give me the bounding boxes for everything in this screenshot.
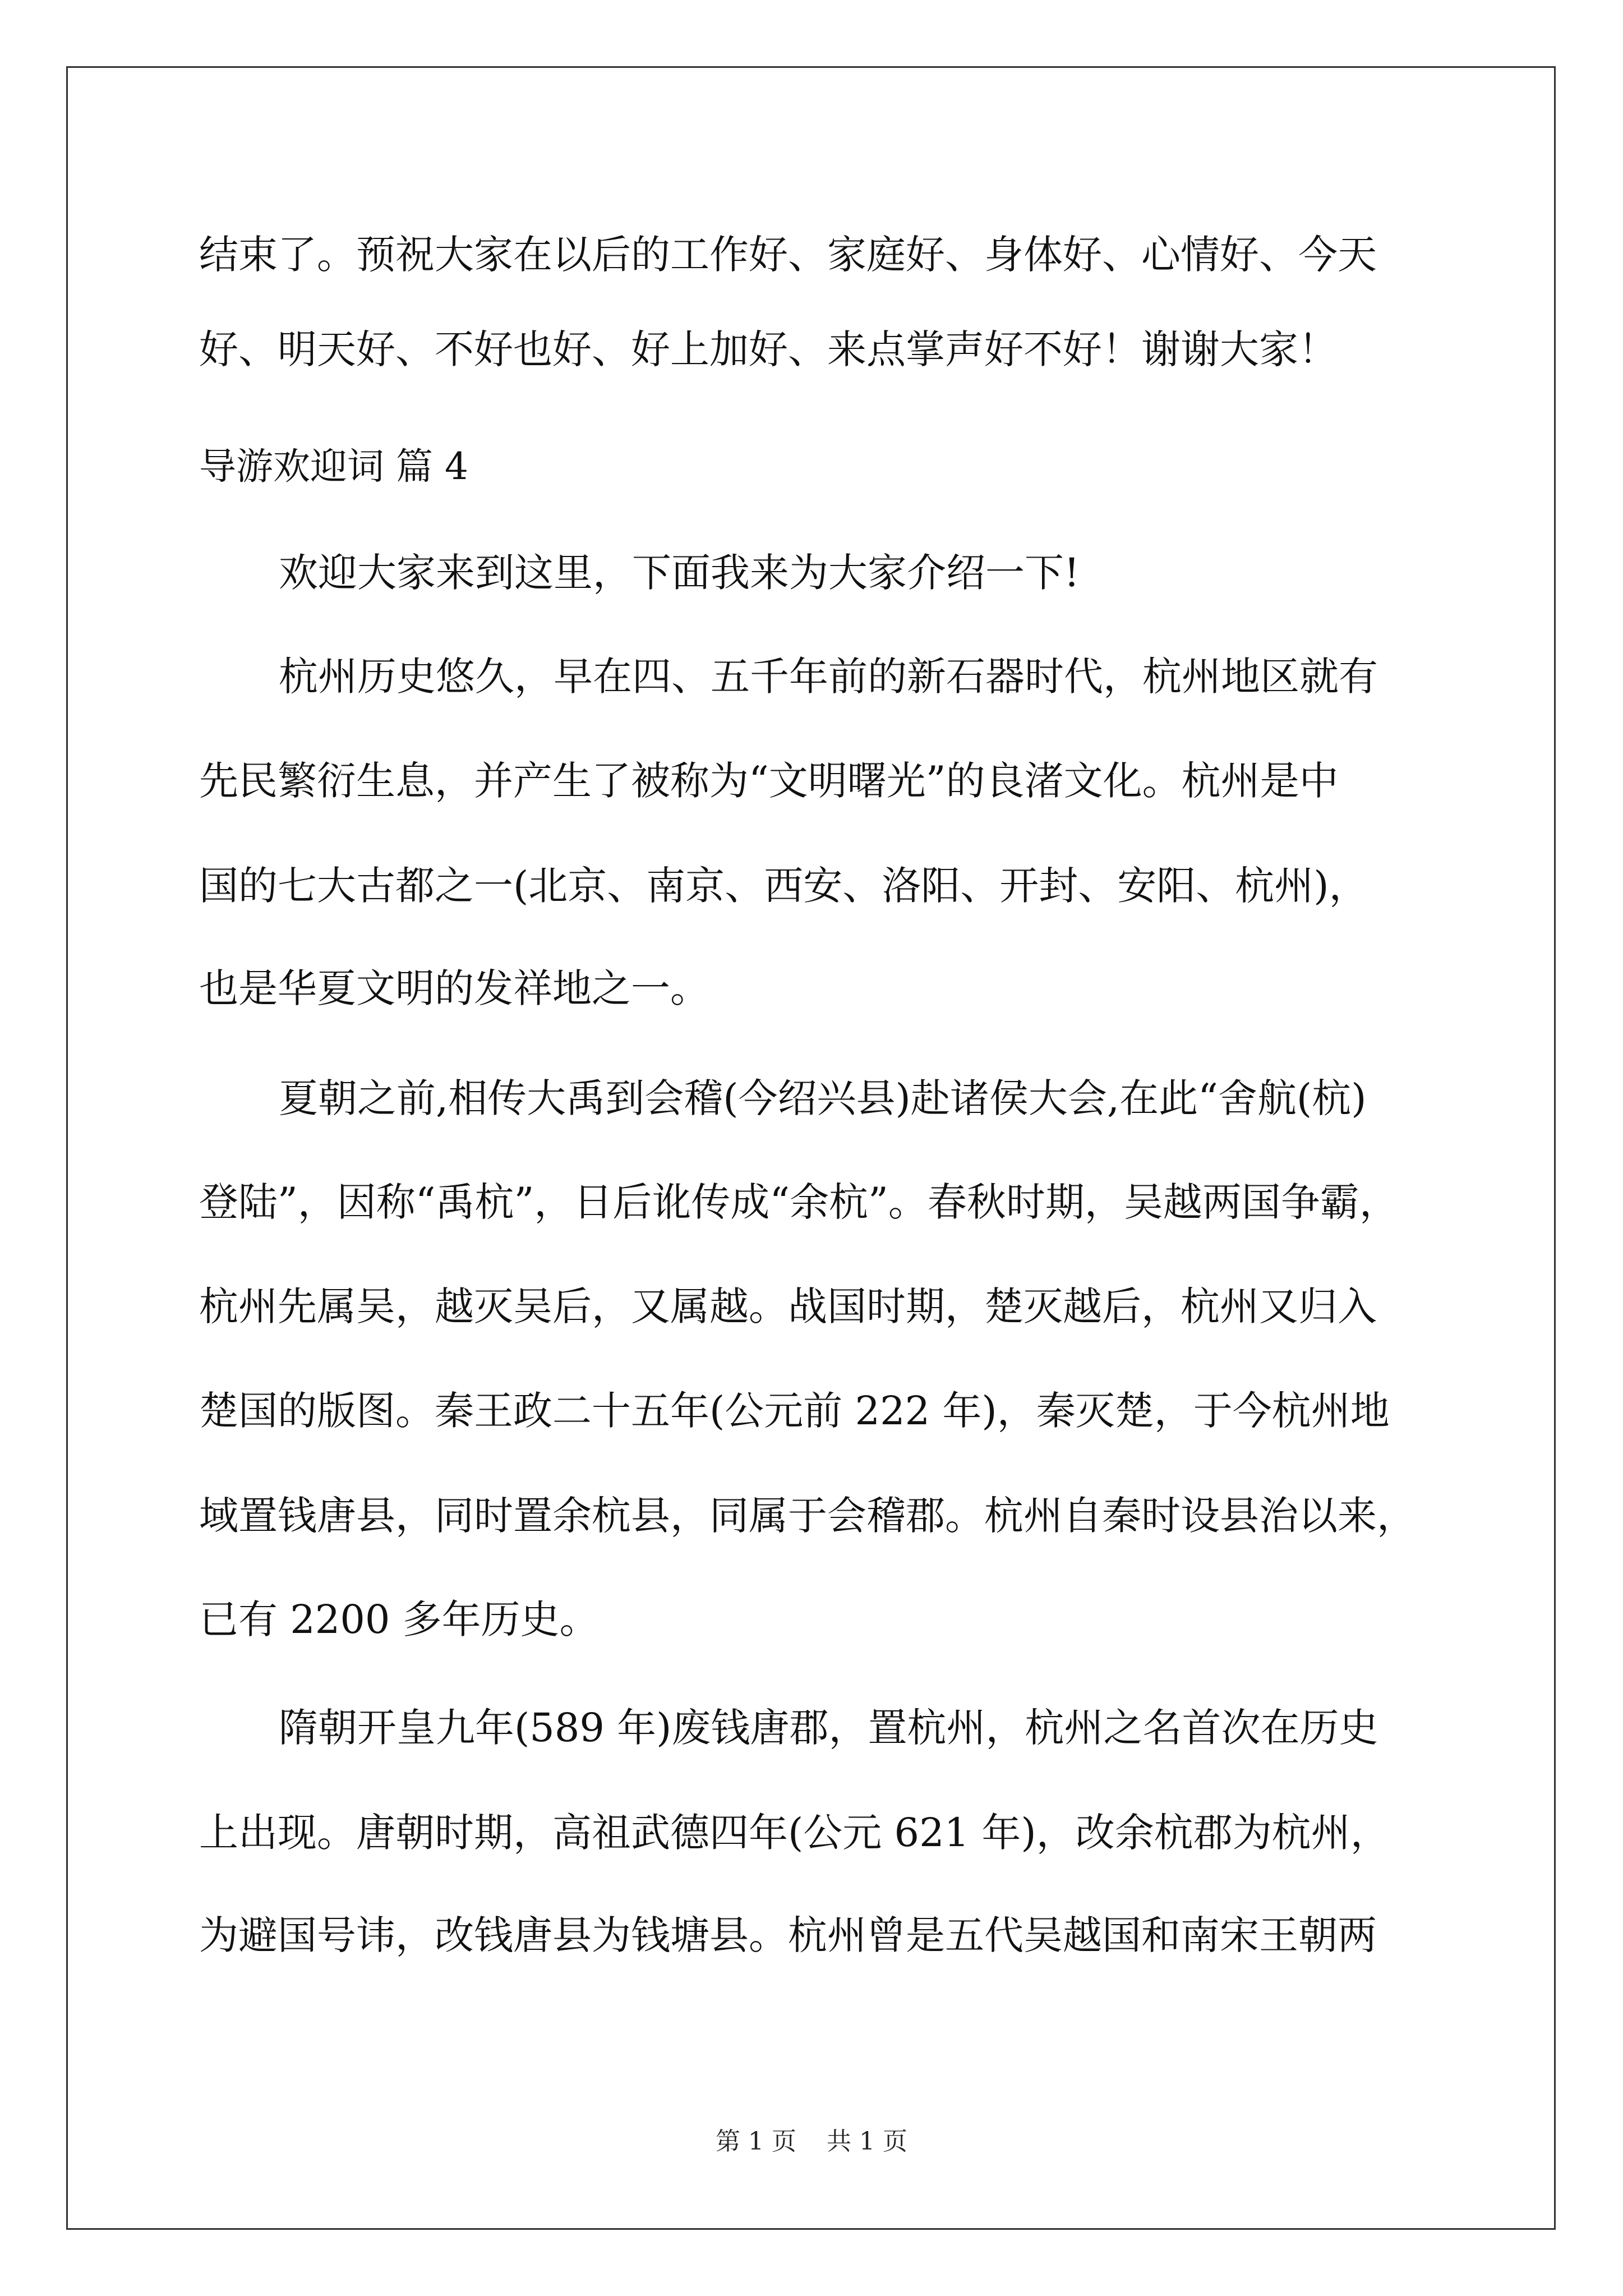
text-line: 域置钱唐县，同时置余杭县，同属于会稽郡。杭州自秦时设县治以来，	[199, 1493, 1416, 1539]
text-line: 已有 2200 多年历史。	[199, 1596, 599, 1642]
paragraph-first-line: 欢迎大家来到这里，下面我来为大家介绍一下!	[279, 550, 1080, 596]
page-border	[66, 66, 1556, 2230]
section-heading: 导游欢迎词 篇 4	[199, 445, 468, 488]
text-line: 杭州先属吴，越灭吴后，又属越。战国时期，楚灭越后，杭州又归入	[199, 1283, 1377, 1329]
text-line: 楚国的版图。秦王政二十五年(公元前 222 年)，秦灭楚，于今杭州地	[199, 1388, 1390, 1434]
paragraph-first-line: 杭州历史悠久，早在四、五千年前的新石器时代，杭州地区就有	[279, 654, 1378, 700]
text-line: 登陆”，因称“禹杭”，日后讹传成“余杭”。春秋时期，吴越两国争霸，	[199, 1179, 1399, 1225]
page-footer	[0, 2126, 1623, 2157]
paragraph-first-line: 夏朝之前,相传大禹到会稽(今绍兴县)赴诸侯大会,在此“舍航(杭)	[279, 1075, 1367, 1121]
text-line: 结束了。预祝大家在以后的工作好、家庭好、身体好、心情好、今天	[199, 232, 1377, 278]
text-line: 好、明天好、不好也好、好上加好、来点掌声好不好！谢谢大家！	[199, 326, 1338, 372]
text-line: 国的七大古都之一(北京、南京、西安、洛阳、开封、安阳、杭州)，	[199, 863, 1368, 909]
text-line: 也是华夏文明的发祥地之一。	[199, 965, 709, 1011]
paragraph-first-line: 隋朝开皇九年(589 年)废钱唐郡，置杭州，杭州之名首次在历史	[279, 1705, 1378, 1751]
page-number: 第 1 页	[716, 2127, 796, 2156]
text-line: 先民繁衍生息，并产生了被称为“文明曙光”的良渚文化。杭州是中	[199, 758, 1339, 804]
text-line: 上出现。唐朝时期，高祖武德四年(公元 621 年)，改余杭郡为杭州，	[199, 1810, 1390, 1856]
page-total: 共 1 页	[827, 2127, 907, 2156]
text-line: 为避国号讳，改钱唐县为钱塘县。杭州曾是五代吴越国和南宋王朝两	[199, 1912, 1377, 1958]
